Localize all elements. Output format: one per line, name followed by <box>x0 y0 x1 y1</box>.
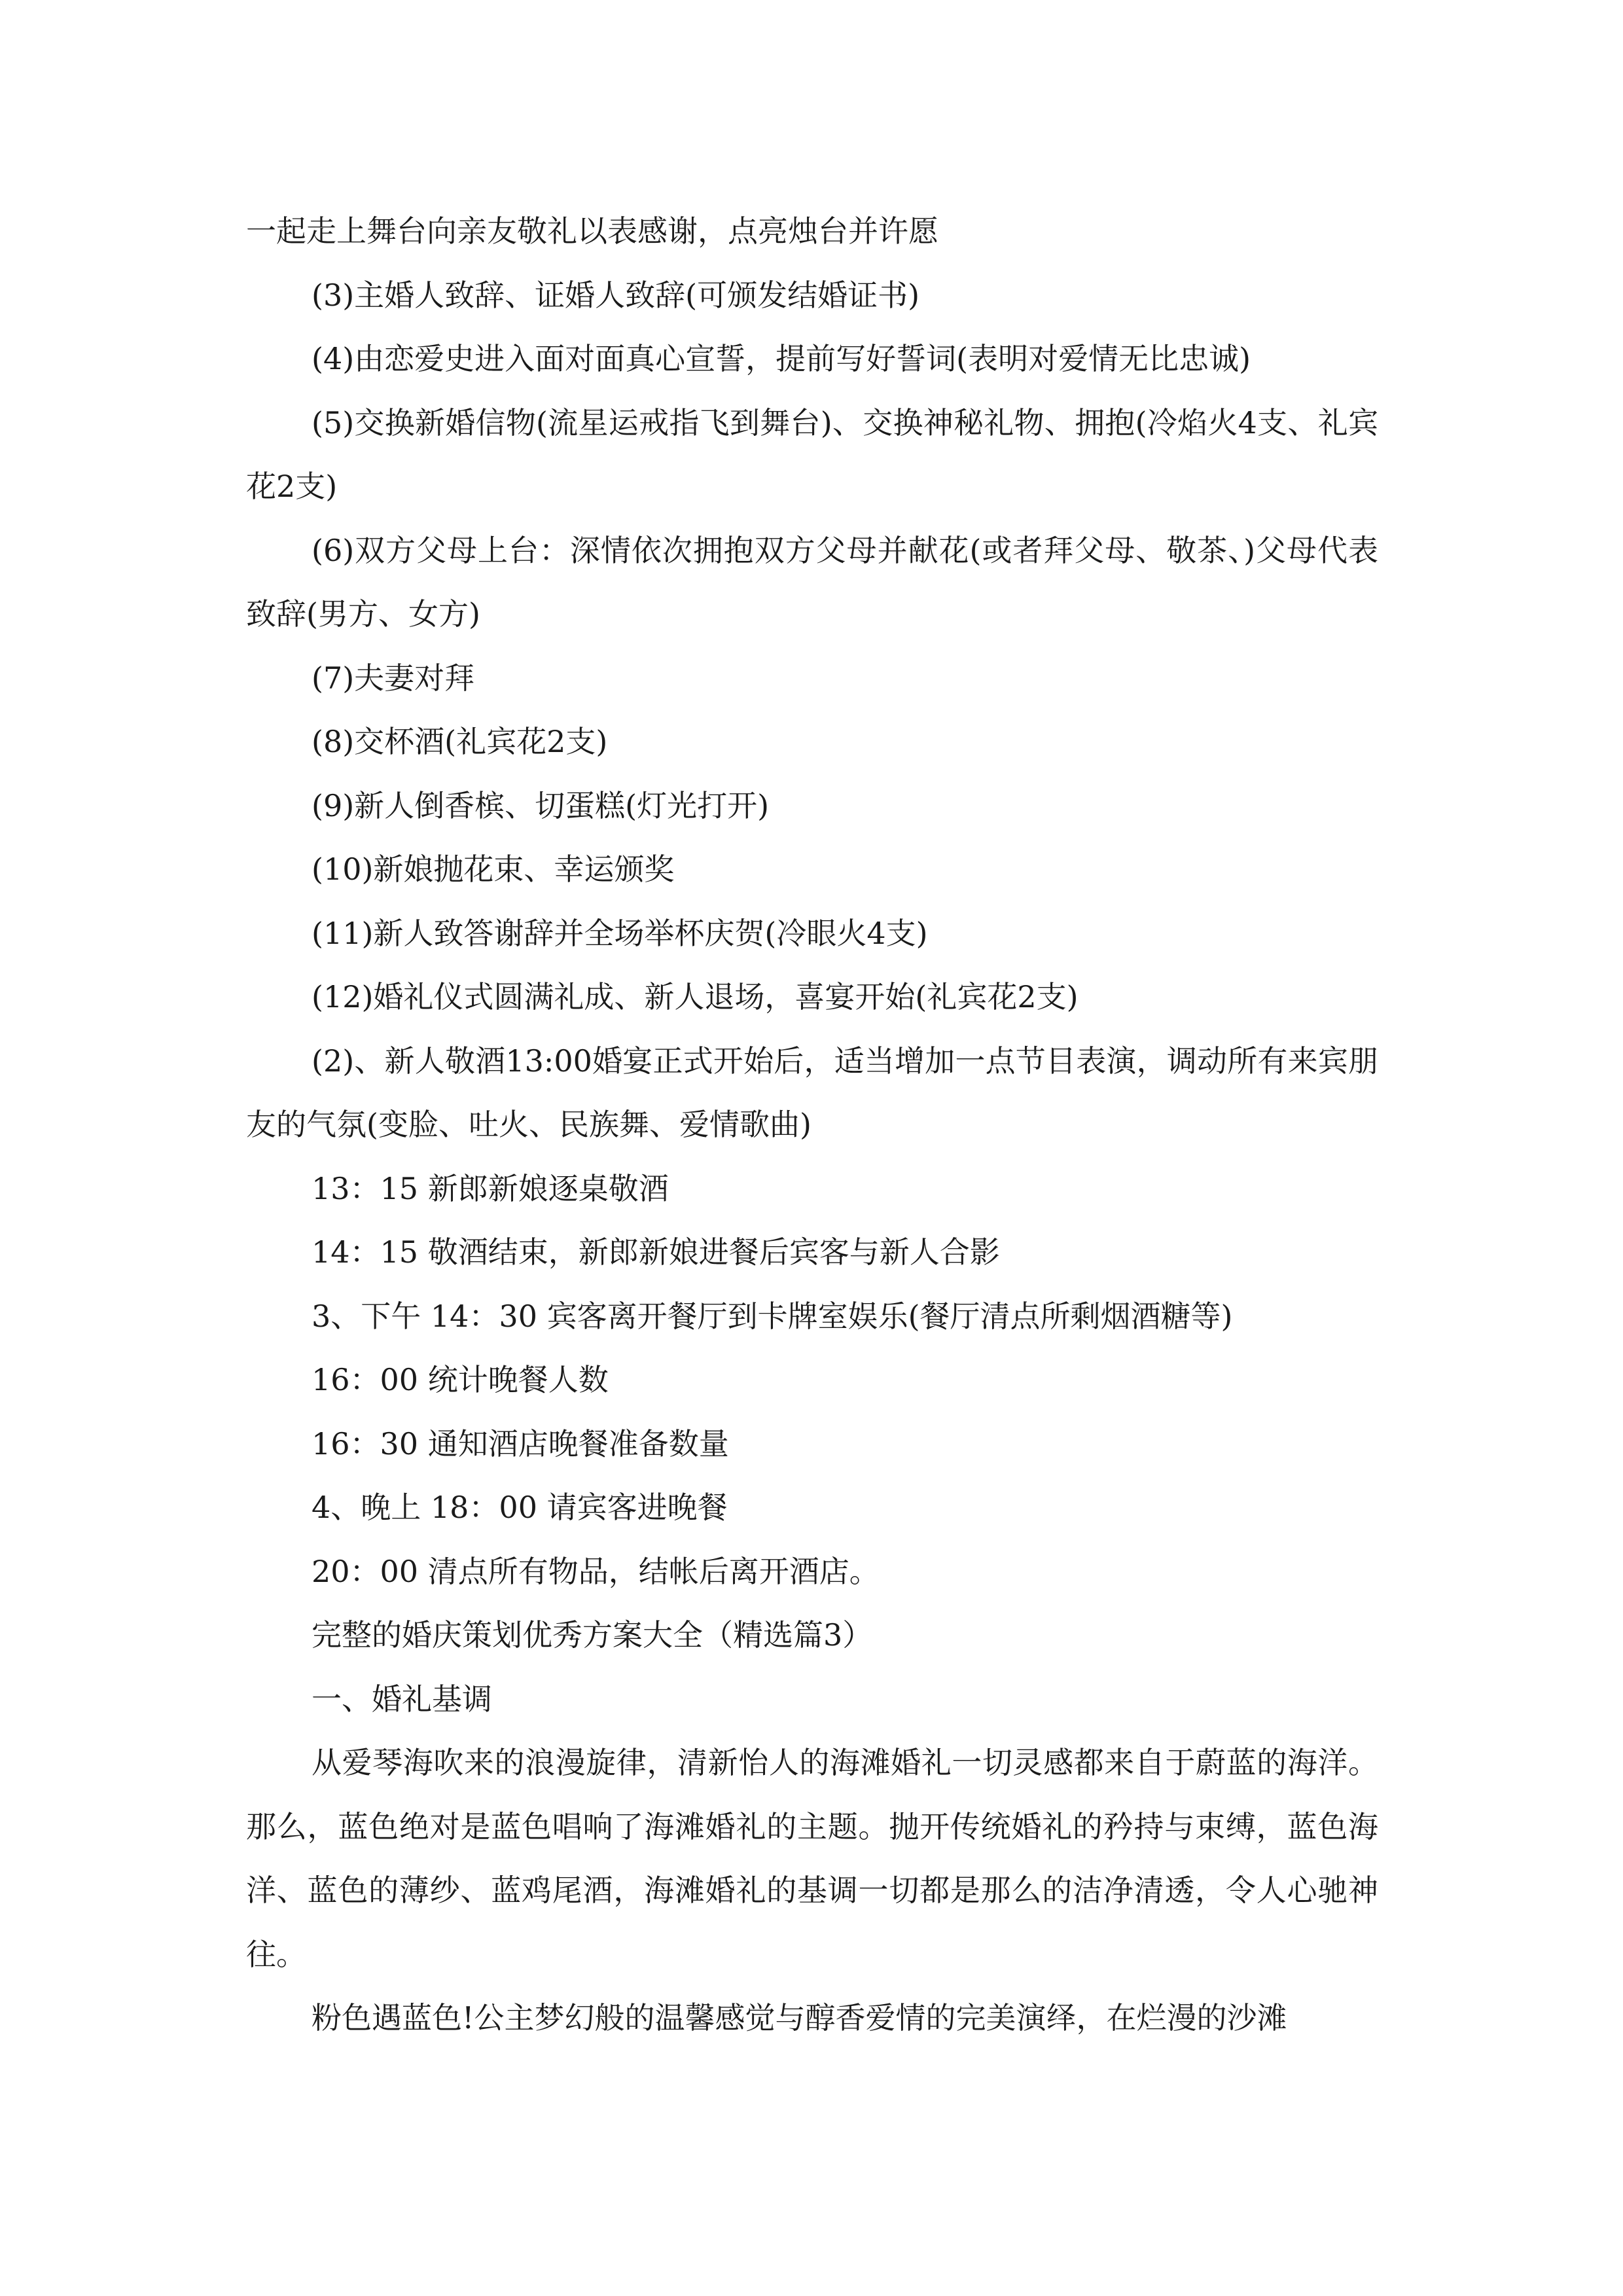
paragraph: (12)婚礼仪式圆满礼成、新人退场，喜宴开始(礼宾花2支) <box>312 979 1079 1014</box>
paragraph: 13：15 新郎新娘逐桌敬酒 <box>312 1170 669 1206</box>
paragraph: 一起走上舞台向亲友敬礼以表感谢，点亮烛台并许愿 <box>246 213 938 249</box>
paragraph: (11)新人致答谢辞并全场举杯庆贺(冷眼火4支) <box>312 915 928 951</box>
paragraph: 16：00 统计晚餐人数 <box>312 1362 609 1397</box>
document-body <box>246 200 1378 2051</box>
paragraph: (6)双方父母上台：深情依次拥抱双方父母并献花(或者拜父母、敬茶、)父母代表致辞(男方、女方) <box>246 532 1378 632</box>
paragraph: 4、晚上 18：00 请宾客进晚餐 <box>312 1490 728 1525</box>
paragraph: 从爱琴海吹来的浪漫旋律，清新怡人的海滩婚礼一切灵感都来自于蔚蓝的海洋。那么，蓝色绝对是蓝色唱响了海滩婚礼的主题。抛开传统婚礼的矜持与束缚，蓝色海洋、蓝色的薄纱、蓝鸡尾酒，海滩婚礼的基调一切都是那么的洁净清透，令人心驰神往。 <box>246 1745 1378 1972</box>
paragraph: 粉色遇蓝色!公主梦幻般的温馨感觉与醇香爱情的完美演绎，在烂漫的沙滩 <box>312 2000 1287 2036</box>
paragraph: (10)新娘抛花束、幸运颁奖 <box>312 852 675 887</box>
paragraph: (3)主婚人致辞、证婚人致辞(可颁发结婚证书) <box>312 277 920 313</box>
paragraph: (2)、新人敬酒13:00婚宴正式开始后，适当增加一点节目表演，调动所有来宾朋友的气氛(变脸、吐火、民族舞、爱情歌曲) <box>246 1043 1378 1142</box>
paragraph: 20：00 清点所有物品，结帐后离开酒店。 <box>312 1553 880 1589</box>
paragraph: 14：15 敬酒结束，新郎新娘进餐后宾客与新人合影 <box>312 1234 1000 1270</box>
paragraph: (8)交杯酒(礼宾花2支) <box>312 724 608 759</box>
paragraph: (9)新人倒香槟、切蛋糕(灯光打开) <box>312 787 770 823</box>
paragraph: 3、下午 14：30 宾客离开餐厅到卡牌室娱乐(餐厅清点所剩烟酒糖等) <box>312 1298 1233 1334</box>
paragraph: (7)夫妻对拜 <box>312 660 475 696</box>
paragraph: 一、婚礼基调 <box>312 1681 492 1717</box>
paragraph: (5)交换新婚信物(流星运戒指飞到舞台)、交换神秘礼物、拥抱(冷焰火4支、礼宾花2支) <box>246 404 1378 504</box>
paragraph: 16：30 通知酒店晚餐准备数量 <box>312 1426 729 1462</box>
paragraph: 完整的婚庆策划优秀方案大全（精选篇3） <box>312 1617 873 1653</box>
paragraph: (4)由恋爱史进入面对面真心宣誓，提前写好誓词(表明对爱情无比忠诚) <box>312 341 1251 376</box>
